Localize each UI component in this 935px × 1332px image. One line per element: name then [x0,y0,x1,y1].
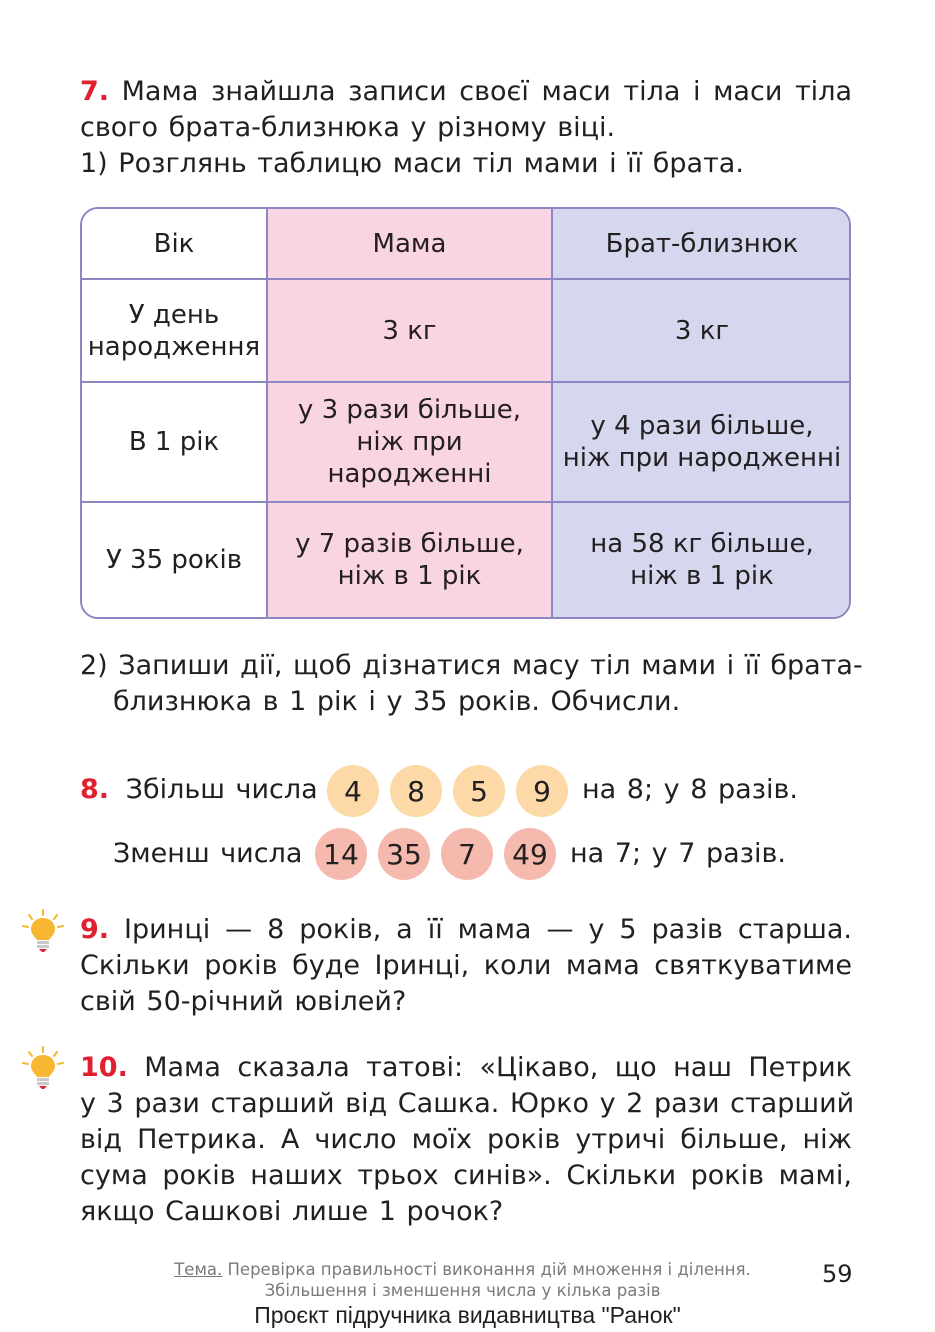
page-number: 59 [822,1260,853,1288]
table-row-35years-age: У 35 років [105,545,243,575]
task10-line1: 10. Мама сказала татові: «Цікаво, що наш Петрик [80,1052,852,1083]
number-circle: 8 [390,765,442,817]
table-row-35years-brother: на 58 кг більше, ніж в 1 рік [590,529,814,591]
footer-topic-line2: Збільшення і зменшення числа у кілька разів [264,1281,661,1300]
number-circle: 4 [327,765,379,817]
footer-topic-line1: Тема. Перевірка правильності виконання дій множення і ділення. [174,1260,751,1279]
task10-line5: якщо Сашкові лише 1 рочок? [80,1196,504,1227]
number-circle: 7 [441,828,493,880]
task10-line4: сума років наших трьох синів». Скільки років мамі, [80,1160,852,1191]
header-brother: Брат-близнюк [605,228,799,259]
number-circle: 35 [378,828,430,880]
publisher-note: Проєкт підручника видавництва "Ранок" [254,1302,681,1328]
table-row-35years-mom: у 7 разів більше, ніж в 1 рік [295,529,524,591]
header-age: Вік [153,228,195,259]
lightbulb-icon [20,908,66,954]
number-circle: 14 [315,828,367,880]
task7-subtask1: 1) Розглянь таблицю маси тіл мами і її брата. [80,148,744,179]
task8-decrease-label: Зменш числа [113,838,303,869]
number-circle: 49 [504,828,556,880]
task7-line1: 7. Мама знайшла записи своєї маси тіла і маси тіла [80,76,852,107]
lightbulb-icon [20,1045,66,1091]
table-row-birth-mom: 3 кг [382,315,437,346]
task7-subtask2-line1: 2) Запиши дії, щоб дізнатися масу тіл мами і її брата- [80,650,863,681]
table-row-birth-brother: 3 кг [674,315,730,346]
topic-label: Тема. [174,1260,223,1279]
task9-line3: свій 50-річний ювілей? [80,986,407,1017]
task9-number: 9. [80,914,110,945]
number-circle: 5 [453,765,505,817]
task8-decrease-suffix: на 7; у 7 разів. [570,838,786,869]
task9-line1: 9. Іринці — 8 років, а її мама — у 5 разів старша. [80,914,852,945]
header-mom: Мама [372,228,447,259]
table-row-1year-age: В 1 рік [128,427,220,457]
task8-increase-suffix: на 8; у 8 разів. [582,774,798,805]
table-row-birth-age: У день народження [87,299,261,362]
task8-increase-label: 8. Збільш числа [80,774,318,805]
task10-number: 10. [80,1052,128,1083]
task10-line2: у 3 рази старший від Сашка. Юрко у 2 рази старший [80,1088,855,1119]
number-circle: 9 [516,765,568,817]
table-row-1year-mom: у 3 рази більше, ніж при народженні [297,395,522,489]
table-row-1year-brother: у 4 рази більше, ніж при народженні [562,411,842,473]
task7-number: 7. [80,76,110,107]
mass-table [80,207,851,619]
task7-line2: свого брата-близнюка у різному віці. [80,112,616,143]
task8-number: 8. [80,774,110,805]
task9-line2: Скільки років буде Іринці, коли мама святкуватиме [80,950,852,981]
task10-line3: від Петрика. А число моїх років утричі більше, ніж [80,1124,852,1155]
task7-subtask2-line2: близнюка в 1 рік і у 35 років. Обчисли. [113,686,681,717]
